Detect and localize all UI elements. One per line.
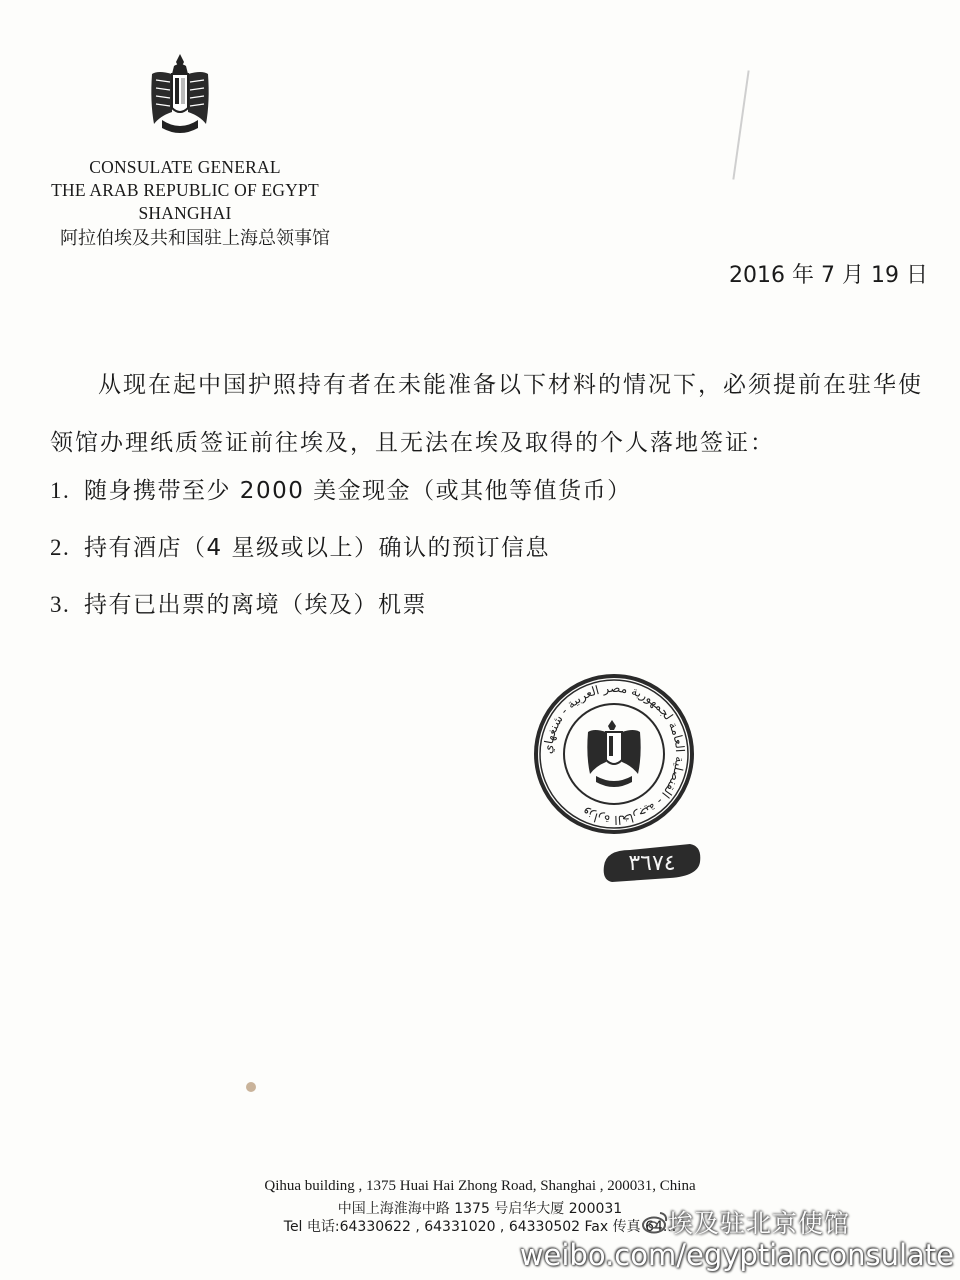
notice-paragraph: 从现在起中国护照持有者在未能准备以下材料的情况下，必须提前在驻华使领馆办理纸质签证前往埃及，且无法在埃及取得的个人落地签证：: [50, 372, 923, 456]
paper-speck: [246, 1082, 256, 1092]
official-stamp: [524, 674, 704, 834]
letterhead-chinese: 阿拉伯埃及共和国驻上海总领事馆: [60, 228, 330, 249]
letterhead-line-2: THE ARAB REPUBLIC OF EGYPT: [51, 180, 319, 200]
letterhead-line-1: CONSULATE GENERAL: [89, 157, 281, 177]
list-item-text: 随身携带至少 2000 美金现金（或其他等值货币）: [84, 478, 632, 504]
footer-address-zh: 中国上海淮海中路 1375 号启华大厦 200031: [337, 1201, 623, 1217]
footer-contact: Tel 电话:64330622 , 64331020 , 64330502 Fax 传真 64...: [283, 1219, 677, 1235]
list-item-text: 持有酒店（4 星级或以上）确认的预订信息: [84, 535, 550, 561]
list-item-number: 2.: [50, 535, 71, 560]
stamp-serial-number: [600, 836, 704, 888]
list-item: [50, 529, 550, 562]
egypt-eagle-emblem-icon: [148, 52, 212, 138]
watermark-url: weibo.com/egyptianconsulate: [519, 1238, 954, 1272]
stamp-eagle-icon: [587, 720, 640, 787]
stamp-number-text: ٣٦٧٤: [628, 851, 676, 876]
list-item: [50, 586, 427, 619]
list-item: [50, 472, 632, 505]
list-item-number: 1.: [50, 478, 71, 503]
paper-scratch: [732, 70, 749, 179]
stamp-ring-text: وزارة الخارجية - القنصلية العامة لجمهورية مصر العربية - شنغهاي: [540, 680, 688, 828]
weibo-icon: [642, 1210, 668, 1234]
letterhead-line-3: SHANGHAI: [138, 203, 232, 223]
document-date: 2016 年 7 月 19 日: [729, 263, 928, 288]
letterhead: [30, 156, 340, 225]
list-item-text: 持有已出票的离境（埃及）机票: [84, 592, 427, 618]
watermark-account-name: 埃及驻北京使馆: [668, 1209, 851, 1238]
footer-address-en: Qihua building , 1375 Huai Hai Zhong Road, Shanghai , 200031, China: [264, 1178, 696, 1194]
list-item-number: 3.: [50, 592, 71, 617]
